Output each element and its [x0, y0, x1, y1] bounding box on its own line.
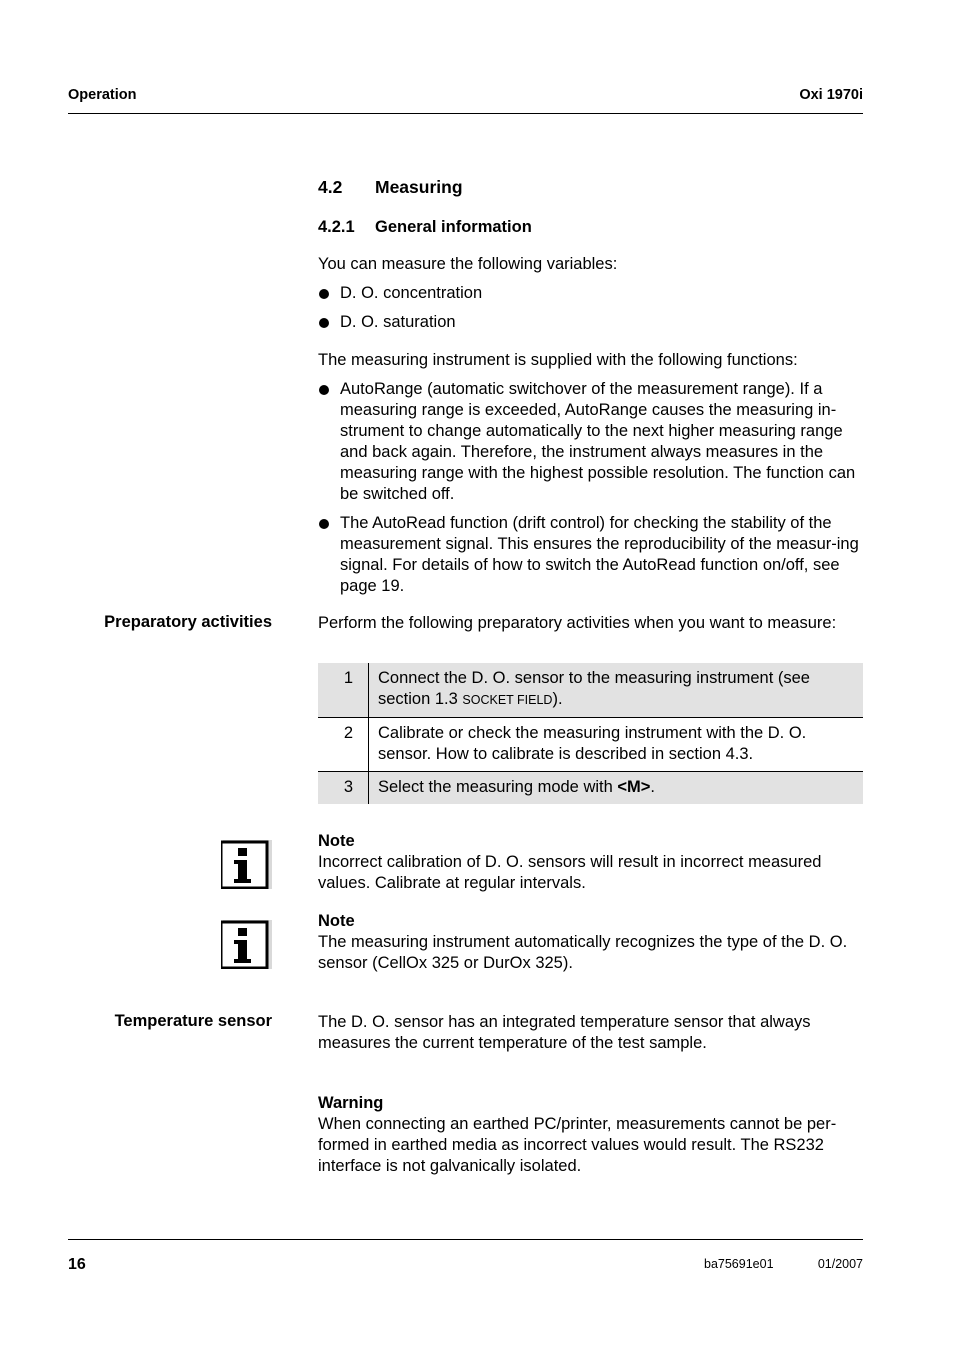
section-number: 4.2 [318, 177, 343, 197]
header-right: Oxi 1970i [799, 87, 863, 103]
warning-text: When connecting an earthed PC/printer, measurements cannot be per-formed in earthed media as incorrect values would result. The RS232 interface is not galvanically isolated. [318, 1115, 837, 1175]
doc-date: 01/2007 [817, 1257, 863, 1271]
temperature-label: Temperature sensor [114, 1012, 272, 1030]
table-row [318, 718, 863, 772]
steps-table-wrapper [318, 663, 863, 804]
smallcaps-ref: SOCKET FIELD [462, 693, 553, 707]
warning-title: Warning [318, 1094, 384, 1112]
table-row [318, 663, 863, 718]
note-1 [318, 831, 864, 894]
table-row [318, 772, 863, 805]
functions-list [318, 379, 864, 605]
subsection-heading [318, 217, 864, 238]
step-text: Calibrate or check the measuring instrument with the D. O. sensor. How to calibrate is described in section 4.3. [369, 718, 864, 772]
doc-id: ba75691e01 [704, 1257, 774, 1271]
variables-list [318, 283, 864, 341]
functions-intro: The measuring instrument is supplied with the following functions: [318, 351, 798, 369]
key-label: <M> [617, 778, 651, 796]
step-text: Connect the D. O. sensor to the measuring instrument (see section 1.3 SOCKET FIELD). [369, 663, 864, 718]
step-number: 2 [318, 718, 369, 772]
list-item: D. O. saturation [318, 312, 864, 333]
section-heading [318, 177, 864, 198]
list-item: AutoRange (automatic switchover of the measurement range). If a measuring range is exceeded, AutoRange causes the measuring in-strument to change automatically to the next higher measuring range and back again. Therefore, the instrument always measures in the measuring range with the highest possible resolution. The function can be switched off. [318, 379, 864, 505]
steps-table [318, 663, 863, 804]
preparatory-label: Preparatory activities [104, 613, 272, 631]
list-item: D. O. concentration [318, 283, 864, 304]
note-text: Incorrect calibration of D. O. sensors will result in incorrect measured values. Calibrate at regular intervals. [318, 853, 822, 892]
step-number: 3 [318, 772, 369, 805]
temperature-text: The D. O. sensor has an integrated temperature sensor that always measures the current temperature of the test sample. [318, 1013, 811, 1052]
page-number: 16 [68, 1256, 86, 1273]
subsection-title: General information [375, 218, 532, 236]
note-title: Note [318, 832, 355, 850]
info-icon [221, 918, 272, 969]
note-text: The measuring instrument automatically recognizes the type of the D. O. sensor (CellOx 325 or DurOx 325). [318, 933, 848, 972]
intro-text: You can measure the following variables: [318, 255, 618, 273]
step-number: 1 [318, 663, 369, 718]
warning [318, 1093, 864, 1177]
list-item: The AutoRead function (drift control) for checking the stability of the measurement signal. This ensures the reproducibility of the measur-ing signal. For details of how to switch the AutoRead function on/off, see page 19. [318, 513, 864, 597]
header-rule [68, 113, 863, 114]
header-left: Operation [68, 87, 137, 103]
subsection-number: 4.2.1 [318, 218, 355, 236]
note-title: Note [318, 912, 355, 930]
step-text: Select the measuring mode with <M>. [369, 772, 864, 805]
preparatory-text: Perform the following preparatory activities when you want to measure: [318, 614, 837, 632]
footer-rule [68, 1239, 863, 1240]
info-icon [221, 838, 272, 889]
section-title: Measuring [375, 177, 463, 197]
note-2 [318, 911, 864, 974]
